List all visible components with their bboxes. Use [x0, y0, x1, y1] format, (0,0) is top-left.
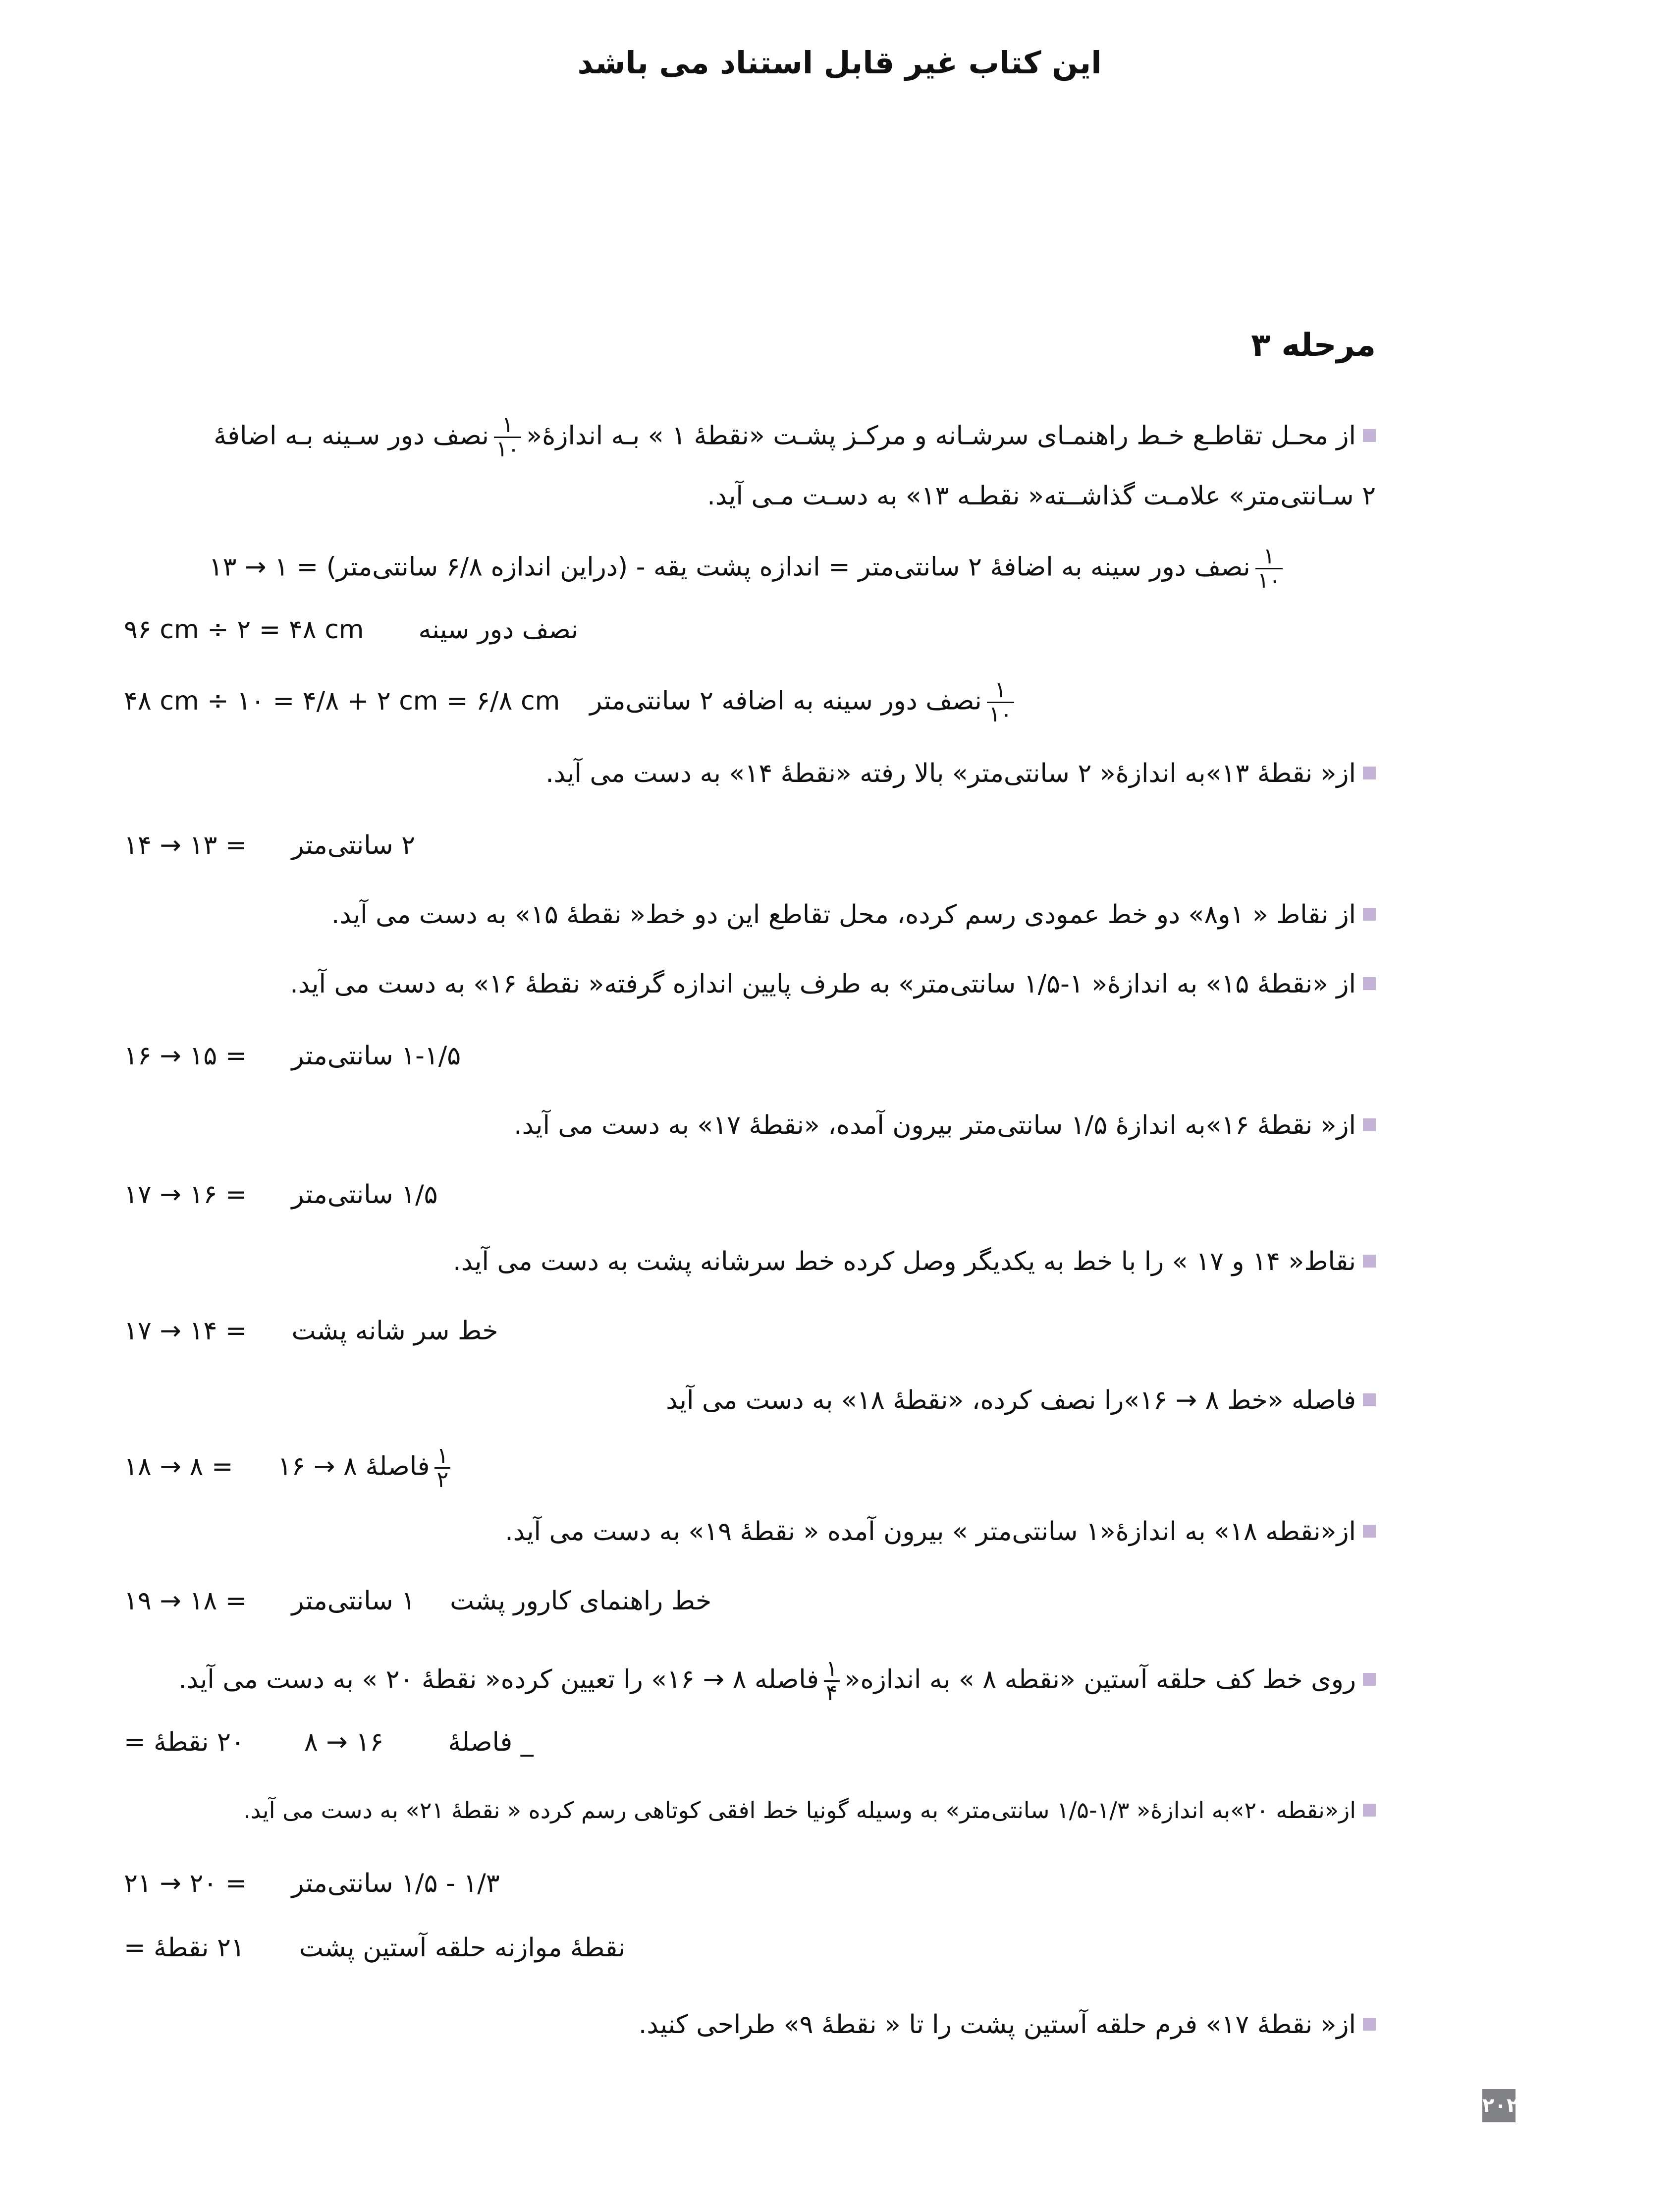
bullet-square-icon	[1363, 1673, 1376, 1686]
formula-rhs: ۱/۵ سانتی‌متر	[291, 1180, 438, 1210]
page-header-notice: این کتاب غیر قابل استناد می باشد	[577, 45, 1102, 81]
bullet-square-icon	[1363, 908, 1376, 921]
formula-rhs: ۱-۱/۵ سانتی‌متر	[291, 1041, 461, 1071]
formula-5	[124, 1043, 461, 1069]
fraction-denominator: ۱۰	[988, 702, 1012, 727]
paragraph-1-line-1	[214, 414, 1376, 461]
formula-rhs	[590, 679, 1019, 726]
formula-lhs: ۱۹ → ۱۸ =	[124, 1586, 247, 1616]
fraction	[1255, 545, 1283, 592]
fraction	[494, 414, 521, 461]
bullet-square-icon	[1363, 977, 1376, 990]
paragraph-11	[639, 2012, 1376, 2038]
formula-8	[124, 1444, 455, 1492]
formula-lhs: ۱۶ → ۱۵ =	[124, 1041, 247, 1071]
formula-lhs: ۲۱ نقطهٔ =	[124, 1933, 245, 1963]
fraction-denominator: ۲	[436, 1467, 449, 1493]
bullet-square-icon	[1363, 2018, 1376, 2031]
paragraph-5	[514, 1112, 1376, 1138]
fraction-numerator: ۱	[824, 1658, 840, 1682]
paragraph-9	[178, 1658, 1376, 1705]
text: از« نقطهٔ ۱۷» فرم حلقه آستین پشت را تا « نقطهٔ ۹» طراحی کنید.	[638, 2010, 1356, 2040]
formula-10	[124, 1729, 534, 1755]
bullet-square-icon	[1363, 1255, 1376, 1268]
bullet-square-icon	[1363, 1118, 1376, 1131]
formula-6	[124, 1182, 438, 1208]
text: از «نقطهٔ ۱۵» به اندازهٔ« ۱-۱/۵ سانتی‌متر» به طرف پایین اندازه گرفته« نقطهٔ ۱۶» به دست می آید.	[290, 969, 1356, 999]
fraction-numerator: ۱	[987, 679, 1014, 703]
bullet-square-icon	[1363, 767, 1376, 779]
section-title: مرحله ۳	[1251, 327, 1376, 364]
paragraph-6	[453, 1249, 1376, 1274]
fraction-denominator: ۱۰	[496, 437, 520, 462]
bullet-square-icon	[1363, 1393, 1376, 1406]
text: از« نقطهٔ ۱۳»به اندازهٔ« ۲ سانتی‌متر» بالا رفته «نقطهٔ ۱۴» به دست می آید.	[545, 759, 1356, 788]
formula-rhs	[278, 1444, 456, 1492]
formula-lhs: ۱۸ → ۸ =	[124, 1451, 233, 1482]
formula-rhs: خط سر شانه پشت	[291, 1316, 498, 1346]
fraction	[824, 1658, 840, 1705]
bullet-square-icon	[1363, 1525, 1376, 1538]
fraction-numerator: ۱	[434, 1444, 450, 1469]
text: نقاط« ۱۴ و ۱۷ » را با خط به یکدیگر وصل کرده خط سرشانه پشت به دست می آید.	[453, 1247, 1356, 1276]
formula-rhs: ۲ سانتی‌متر	[291, 830, 416, 860]
formula-text: نصف دور سینه به اضافهٔ ۲ سانتی‌متر = اندازه پشت یقه - (دراین اندازه ۶/۸ سانتی‌متر) = ۱ → ۱۳	[209, 552, 1250, 582]
fraction-numerator: ۱	[494, 414, 521, 438]
text: از نقاط « ۱و۸» دو خط عمودی رسم کرده، محل تقاطع این دو خط« نقطهٔ ۱۵» به دست می آید.	[331, 900, 1356, 930]
text: فاصله «خط ۸ → ۱۶»را نصف کرده، «نقطهٔ ۱۸» به دست می آید	[666, 1385, 1356, 1415]
formula-lhs: ۲۰ نقطهٔ =	[124, 1727, 245, 1757]
paragraph-3	[331, 902, 1376, 928]
formula-rhs: نصف دور سینه	[418, 615, 579, 645]
formula-lhs: ۲۱ → ۲۰ =	[124, 1869, 247, 1898]
paragraph-7	[666, 1387, 1376, 1413]
formula-11	[124, 1871, 500, 1896]
text: فاصلهٔ ۸ → ۱۶	[277, 1451, 430, 1482]
formula-rhs	[291, 1588, 711, 1614]
formula-rhs: نقطهٔ موازنه حلقه آستین پشت	[299, 1933, 626, 1963]
formula-lhs: ۱۴ → ۱۳ =	[124, 830, 247, 860]
fraction-denominator: ۱۰	[1257, 568, 1281, 594]
formula-9	[124, 1588, 711, 1614]
fraction	[987, 679, 1014, 726]
text: _ فاصلهٔ	[448, 1727, 534, 1757]
text: نصف دور سـینه بـه اضافهٔ	[214, 421, 489, 451]
fraction	[434, 1444, 450, 1492]
formula-lhs: ۴۸ cm ÷ ۱۰ = ۴/۸ + ۲ cm = ۶/۸ cm	[124, 686, 560, 716]
formula-lhs: ۹۶ cm ÷ ۲ = ۴۸ cm	[124, 615, 364, 645]
text: ۸ → ۱۶	[304, 1727, 384, 1757]
formula-12	[124, 1935, 625, 1961]
fraction-numerator: ۱	[1255, 545, 1283, 569]
text: ۱ سانتی‌متر	[291, 1586, 416, 1616]
fraction-denominator: ۴	[825, 1680, 838, 1706]
formula-rhs: ۱/۳ - ۱/۵ سانتی‌متر	[291, 1869, 500, 1898]
bullet-square-icon	[1363, 1804, 1376, 1817]
text: خط راهنمای کارور پشت	[450, 1586, 712, 1616]
text: نصف دور سینه به اضافه ۲ سانتی‌متر	[590, 686, 982, 716]
formula-3	[124, 679, 1019, 726]
text: از«نقطه ۱۸» به اندازهٔ«۱ سانتی‌متر » بیرون آمده « نقطهٔ ۱۹» به دست می آید.	[505, 1517, 1356, 1547]
paragraph-1-line-2: ۲ سـانتی‌متر» علامـت گذاشــته« نقطـه ۱۳» به دسـت مـی آید.	[707, 481, 1376, 511]
text: از« نقطهٔ ۱۶»به اندازهٔ ۱/۵ سانتی‌متر بیرون آمده، «نقطهٔ ۱۷» به دست می آید.	[514, 1110, 1356, 1140]
bullet-square-icon	[1363, 429, 1376, 442]
formula-4	[124, 832, 415, 858]
text: از محـل تقاطـع خـط راهنمـای سرشـانه و مرکـز پشـت «نقطهٔ ۱ » بـه اندازهٔ«	[526, 421, 1356, 451]
formula-lhs: ۱۷ → ۱۴ =	[124, 1316, 247, 1346]
paragraph-4	[290, 971, 1376, 997]
paragraph-10	[243, 1799, 1376, 1822]
formula-1	[209, 545, 1288, 592]
page-number-badge: ۲۰۲	[1482, 2089, 1516, 2122]
formula-7	[124, 1318, 498, 1344]
formula-rhs	[304, 1729, 534, 1755]
formula-2	[124, 617, 578, 643]
formula-lhs: ۱۷ → ۱۶ =	[124, 1180, 247, 1210]
text: روی خط کف حلقه آستین «نقطه ۸ » به اندازه«	[844, 1664, 1356, 1695]
text: فاصله ۸ → ۱۶» را تعیین کرده« نقطهٔ ۲۰ » به دست می آید.	[178, 1664, 819, 1695]
paragraph-8	[505, 1519, 1376, 1545]
paragraph-2	[545, 761, 1376, 786]
text: از«نقطه ۲۰»به اندازهٔ« ۱/۳-۱/۵ سانتی‌متر» به وسیله گونیا خط افقی کوتاهی رسم کرده « نقطهٔ ۲۱» به دست می آید.	[243, 1797, 1356, 1824]
